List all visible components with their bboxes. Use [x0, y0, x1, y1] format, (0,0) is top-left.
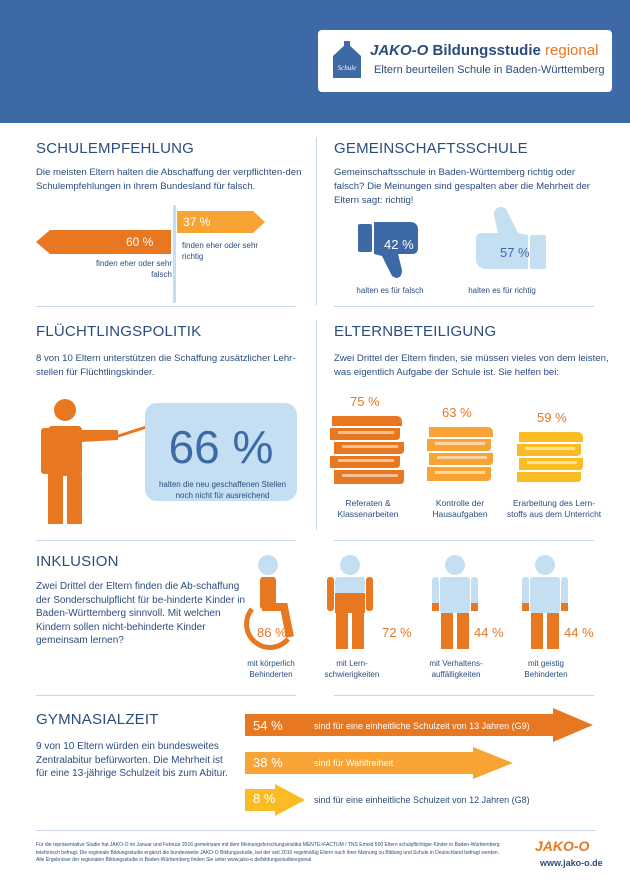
child-figure-icon [325, 555, 375, 651]
divider-footer [36, 830, 596, 831]
fluechtlingspolitik-label: halten die neu geschaffenen Stellen noch nicht für ausreichend [158, 480, 287, 500]
divider-top [316, 137, 317, 305]
divider-1l [36, 306, 296, 307]
gym-value-0: 54 % [253, 718, 283, 733]
inklusion-value-0: 86 % [257, 625, 287, 640]
gym-value-2: 8 % [253, 791, 276, 806]
inklusion-label-3: mit geistig Behinderten [524, 659, 568, 679]
footer-logo-text: JAKO-O [535, 838, 590, 854]
inklusion-label-0: mit körperlich Behinderten [247, 659, 295, 679]
eb-value-1: 63 % [442, 405, 472, 420]
gemeinschaftsschule-down-value: 42 % [384, 237, 414, 252]
schulempfehlung-left-value: 60 % [126, 235, 154, 249]
header-banner [0, 0, 630, 123]
gymnasialzeit-title: GYMNASIALZEIT [36, 711, 159, 728]
study-title-suffix: regional [545, 42, 599, 59]
gym-label-1: sind für Wahlfreiheit [314, 758, 394, 768]
divider-2l [36, 540, 296, 541]
eb-label-0: Referaten & Klassenarbeiten [337, 498, 399, 519]
study-title: Bildungsstudie [432, 42, 541, 59]
logo-title [370, 42, 598, 59]
inklusion-value-1: 72 % [382, 625, 412, 640]
teacher-pointer-icon [38, 398, 158, 528]
inklusion-label-2: mit Verhaltens-auffälligkeiten [429, 659, 483, 679]
books-stack-icon [425, 425, 495, 487]
child-figure-icon [430, 555, 480, 651]
child-figure-icon [520, 555, 570, 651]
gemeinschaftsschule-up-label: halten es für richtig [468, 286, 536, 295]
study-logo [318, 30, 612, 92]
fluechtlingspolitik-value: 66 % [168, 421, 274, 473]
footer-text: Für die repräsentative Studie hat JAKO-O im Januar und Februar 2016 gemeinsam mit dem Meinungsforschungsinstitut MENTE>FACTUM / TNS Emnid 500 Eltern schulpflichtiger Kinder in Baden-Württemberg telefonisch befragt. Die regionale Bildungsstudie ergänzt die bundesweite JAKO-O Bildungsstudie, bei der seit 2010 regelmäßig Eltern nach ihrer Meinung zu Bildung und Schule in Deutschland befragt werden. Alle Ergebnisse der regionalen Bildungsstudie in Baden-Württemberg finden Sie unter www.jako-o.de/bildungsstudieregional [36, 842, 500, 863]
elternbeteiligung-title: ELTERNBETEILIGUNG [334, 323, 497, 340]
inklusion-value-2: 44 % [474, 625, 504, 640]
gemeinschaftsschule-text: Gemeinschaftsschule in Baden-Württemberg richtig oder falsch? Die Meinungen sind gespalten aber die Mehrheit der Eltern sagt: richtig! [334, 167, 590, 206]
inklusion-title: INKLUSION [36, 553, 119, 570]
inklusion-value-3: 44 % [564, 625, 594, 640]
divider-2r [334, 540, 594, 541]
logo-house-label: Schule [337, 64, 357, 72]
schulempfehlung-right-label: finden eher oder sehr richtig [182, 241, 259, 261]
books-stack-icon [515, 430, 585, 486]
gemeinschaftsschule-up-value: 57 % [500, 245, 530, 260]
schulempfehlung-title: SCHULEMPFEHLUNG [36, 140, 195, 157]
eb-value-0: 75 % [350, 394, 380, 409]
gym-label-2: sind für eine einheitliche Schulzeit von 12 Jahren (G8) [314, 795, 530, 805]
eb-value-2: 59 % [537, 410, 567, 425]
schulempfehlung-left-label: finden eher oder sehr falsch [95, 259, 172, 279]
eb-label-2: Erarbeitung des Lern-stoffs aus dem Unterricht [506, 498, 602, 519]
divider-3l [36, 695, 296, 696]
divider-3r [334, 695, 594, 696]
gym-value-1: 38 % [253, 755, 283, 770]
school-house-icon [330, 40, 364, 80]
gemeinschaftsschule-down-label: halten es für falsch [356, 286, 424, 295]
schulempfehlung-right-value: 37 % [183, 215, 211, 229]
books-stack-icon [328, 414, 406, 490]
gym-label-0: sind für eine einheitliche Schulzeit von 13 Jahren (G9) [314, 721, 530, 731]
schulempfehlung-text: Die meisten Eltern halten die Abschaffung der verpflichten-den Schulempfehlungen in ihrem Bundesland für falsch. [36, 167, 302, 192]
brand-name: JAKO-O [370, 42, 429, 59]
divider-1r [334, 306, 594, 307]
divider-mid [316, 320, 317, 530]
fluechtlingspolitik-title: FLÜCHTLINGSPOLITIK [36, 323, 202, 340]
gemeinschaftsschule-title: GEMEINSCHAFTSSCHULE [334, 140, 528, 157]
study-subtitle: Eltern beurteilen Schule in Baden-Württemberg [374, 64, 605, 76]
inklusion-text: Zwei Drittel der Eltern finden die Ab-schaffung der Sonderschulpflicht für be-hinderte Kinder in Baden-Württemberg sinnvoll. Mit welchen Kindern sollen nicht-behinderte Kinder gemeinsam lernen? [36, 581, 246, 646]
thumbs-up-icon [468, 205, 548, 273]
fluechtlingspolitik-text: 8 von 10 Eltern unterstützen die Schaffung zusätzlicher Lehr-stellen für Flüchtlingskinder. [36, 353, 296, 378]
inklusion-label-1: mit Lern-schwierigkeiten [324, 659, 380, 679]
footer-logo [535, 838, 589, 854]
gymnasialzeit-text: 9 von 10 Eltern würden ein bundesweites Zentralabitur befürworten. Die Mehrheit ist für eine 13-jährige Schulzeit bis zum Abitur. [36, 741, 228, 779]
footer-url[interactable]: www.jako-o.de [540, 858, 603, 868]
elternbeteiligung-text: Zwei Drittel der Eltern finden, sie müssen vieles von dem leisten, was eigentlich Aufgabe der Schule ist. Sie helfen bei: [334, 353, 609, 378]
schulempfehlung-axis [173, 205, 176, 303]
eb-label-1: Kontrolle der Hausaufgaben [432, 498, 488, 519]
